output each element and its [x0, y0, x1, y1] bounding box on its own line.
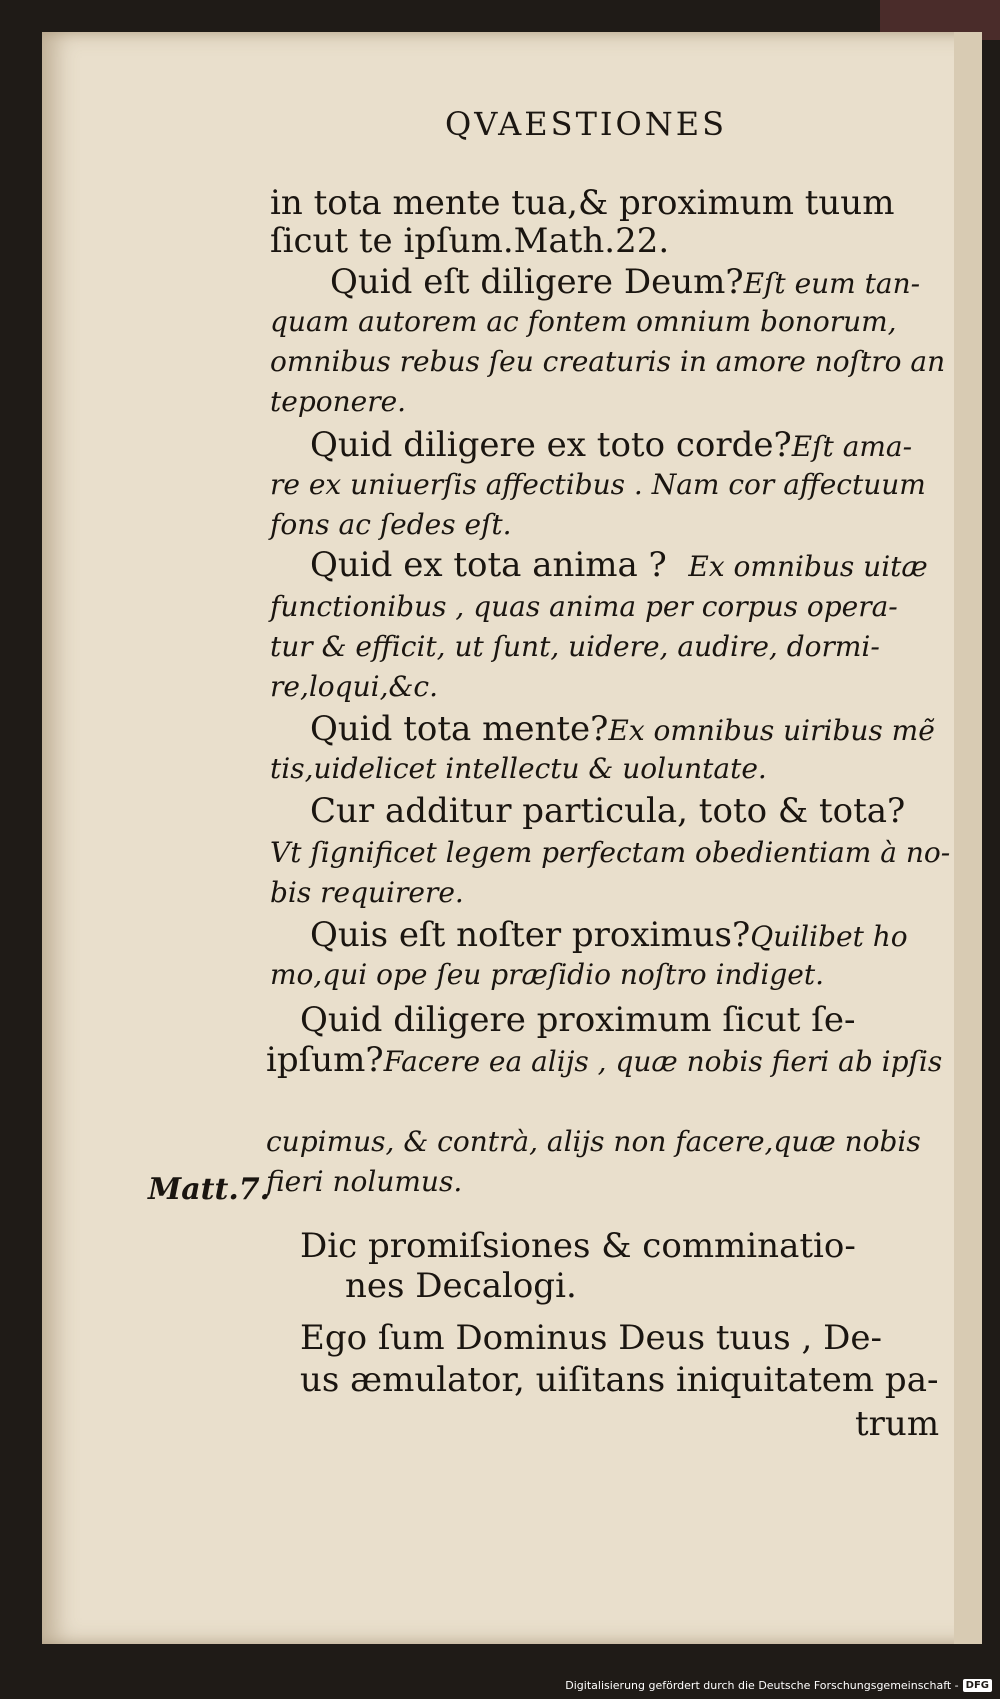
- answer-text: Ex omnibus uiribus mẽ: [608, 714, 935, 747]
- answer-text: Quilibet ho: [750, 920, 908, 953]
- question-text: Quid diligere ex toto corde?: [310, 425, 792, 465]
- question-text: ipſum?: [266, 1040, 384, 1080]
- text-line: re ex uniuerſis affectibus . Nam cor affectuum: [270, 468, 926, 501]
- text-line: re,loqui,&c.: [270, 670, 438, 703]
- text-line: Vt ſignificet legem perfectam obedientiam à no-: [270, 836, 951, 869]
- text-line: quam autorem ac fontem omnium bonorum,: [270, 305, 897, 338]
- answer-text: Eſt eum tan-: [743, 267, 921, 300]
- text-line: [310, 425, 912, 467]
- answer-text: Ex omnibus uitæ: [688, 550, 928, 583]
- text-line: [310, 545, 928, 587]
- text-line: Ego ſum Dominus Deus tuus , De-: [300, 1318, 883, 1358]
- question-text: Quid tota mente?: [310, 709, 609, 749]
- question-text: Quis eſt noſter proximus?: [310, 915, 751, 955]
- text-line: mo,qui ope ſeu præſidio noſtro indiget.: [270, 958, 824, 991]
- text-line: Dic promiſsiones & comminatio-: [300, 1226, 856, 1266]
- running-head: QVAESTIONES: [445, 105, 728, 143]
- text-line: in tota mente tua,& proximum tuum: [270, 183, 895, 223]
- question-text: Quid ex tota anima ?: [310, 545, 667, 585]
- text-line: [310, 915, 908, 957]
- text-line: fieri nolumus.: [266, 1165, 463, 1198]
- text-line: us æmulator, uiſitans iniquitatem pa-: [300, 1360, 939, 1400]
- text-line: ſicut te ipſum.Math.22.: [270, 221, 670, 261]
- text-line: Quid diligere proximum ſicut ſe-: [300, 1000, 856, 1040]
- text-line: nes Decalogi.: [345, 1266, 577, 1306]
- dfg-logo-icon: DFG: [963, 1679, 992, 1692]
- question-text: Quid eſt diligere Deum?: [330, 262, 744, 302]
- text-line: fons ac ſedes eſt.: [270, 508, 512, 541]
- text-line: [330, 262, 920, 304]
- text-line: tur & efficit, ut ſunt, uidere, audire, dormi-: [270, 630, 880, 663]
- text-line: omnibus rebus ſeu creaturis in amore noſtro an: [270, 345, 946, 378]
- margin-note: Matt.7.: [148, 1172, 271, 1207]
- answer-text: Eſt ama-: [791, 430, 913, 463]
- text-line: functionibus , quas anima per corpus opera-: [270, 590, 898, 623]
- text-line: Cur additur particula, toto & tota?: [310, 791, 906, 831]
- digitization-credit: [565, 1675, 992, 1695]
- credit-text: Digitalisierung gefördert durch die Deutsche Forschungsgemeinschaft -: [565, 1678, 959, 1692]
- text-line: tis,uidelicet intellectu & uoluntate.: [270, 752, 767, 785]
- catchword: trum: [855, 1404, 940, 1444]
- text-line: cupimus, & contrà, alijs non facere,quæ nobis: [266, 1125, 921, 1158]
- text-line: teponere.: [270, 385, 407, 418]
- text-line: [266, 1040, 942, 1082]
- answer-text: Facere ea alijs , quæ nobis fieri ab ipſis: [383, 1045, 943, 1078]
- text-line: bis requirere.: [270, 876, 464, 909]
- text-line: [310, 709, 935, 751]
